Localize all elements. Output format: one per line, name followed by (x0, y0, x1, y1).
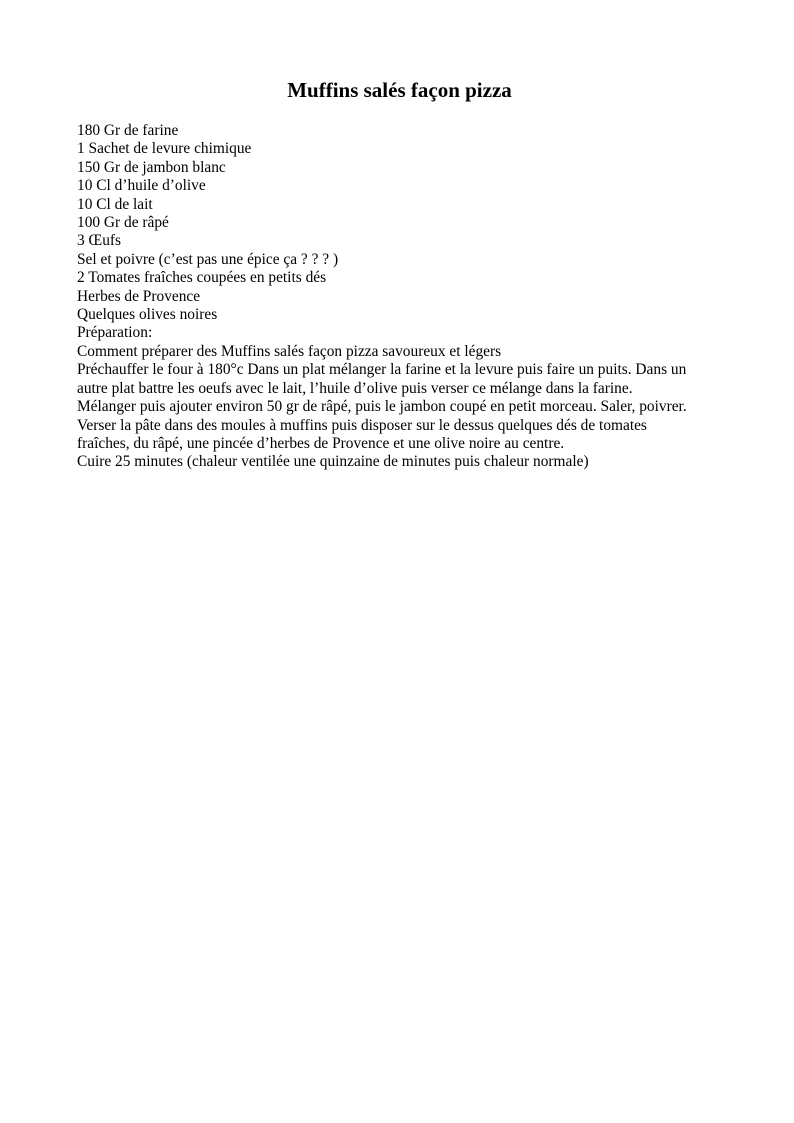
preparation-heading: Préparation: (77, 324, 153, 342)
ingredient-line: 150 Gr de jambon blanc (77, 158, 226, 176)
recipe-body (77, 122, 722, 472)
ingredient-line: 180 Gr de farine (77, 122, 179, 139)
preparation-line: Cuire 25 minutes (chaleur ventilée une quinzaine de minutes puis chaleur normale) (77, 453, 589, 471)
ingredient-line: Herbes de Provence (77, 287, 201, 305)
preparation-line: Préchauffer le four à 180°c Dans un plat mélanger la farine et la levure puis faire un puits. Dans un (77, 361, 687, 379)
ingredient-line: Sel et poivre (c’est pas une épice ça ? ? ? ) (77, 250, 339, 268)
ingredient-line: 10 Cl d’huile d’olive (77, 177, 206, 195)
preparation-line: Mélanger puis ajouter environ 50 gr de râpé, puis le jambon coupé en petit morceau. Saler, poivrer. (77, 398, 687, 416)
preparation-line: autre plat battre les oeufs avec le lait, l’huile d’olive puis verser ce mélange dans la farine. (77, 379, 633, 397)
ingredient-line: 10 Cl de lait (77, 195, 153, 213)
document-title: Muffins salés façon pizza (287, 78, 512, 102)
preparation-line: Verser la pâte dans des moules à muffins puis disposer sur le dessus quelques dés de tomates (77, 416, 647, 434)
ingredient-line: 3 Œufs (77, 232, 122, 250)
ingredient-line: 1 Sachet de levure chimique (77, 140, 252, 158)
ingredient-line: Quelques olives noires (77, 306, 218, 324)
preparation-line: Comment préparer des Muffins salés façon pizza savoureux et légers (77, 342, 502, 360)
preparation-line: fraîches, du râpé, une pincée d’herbes de Provence et une olive noire au centre. (77, 434, 565, 452)
ingredient-line: 2 Tomates fraîches coupées en petits dés (77, 269, 327, 287)
document-page (77, 76, 722, 472)
ingredient-line: 100 Gr de râpé (77, 214, 169, 232)
